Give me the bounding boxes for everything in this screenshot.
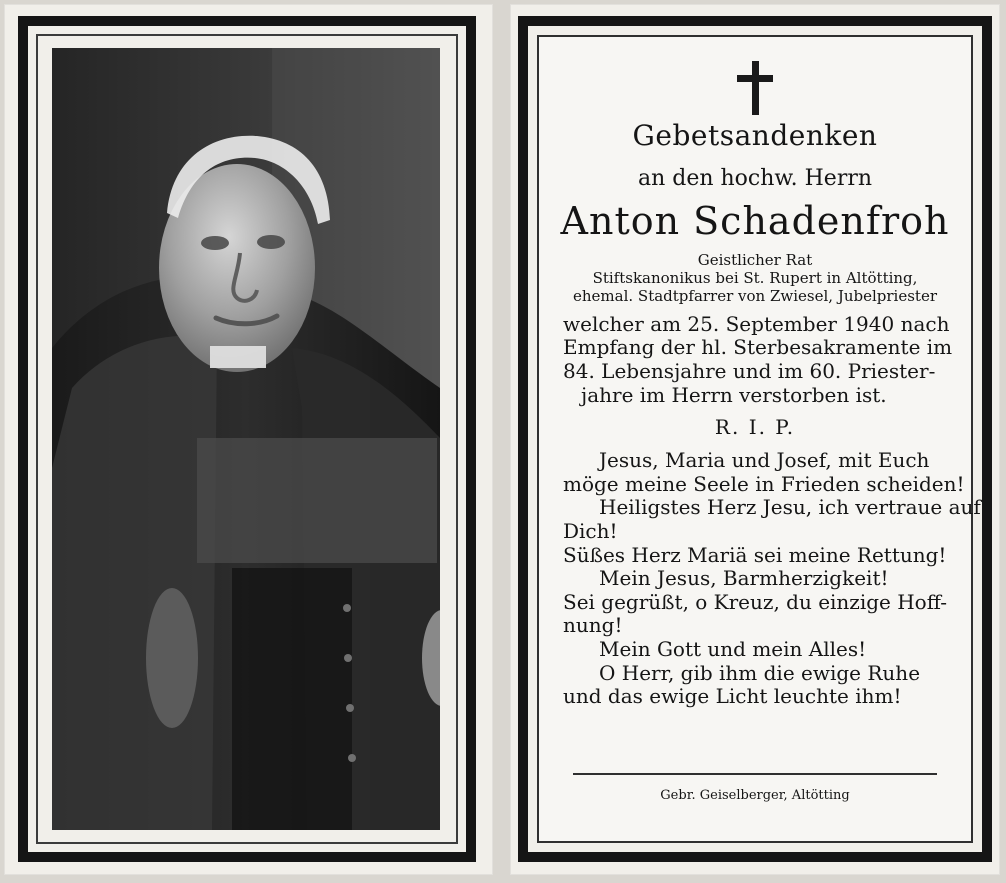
rip-text: R. I. P. (714, 415, 796, 440)
obituary-line: jahre im Herrn verstorben ist. (581, 382, 887, 407)
role-line: Stiftskanonikus bei St. Rupert in Altötting, (592, 268, 918, 287)
right-inner-panel (537, 35, 981, 843)
right-card (510, 4, 1000, 875)
prayer-line: Sei gegrüßt, o Kreuz, du einzige Hoff- (563, 589, 947, 614)
prayer-line: nung! (563, 613, 623, 638)
portrait-illustration (52, 48, 440, 830)
right-frame (518, 16, 992, 862)
portrait-photo (52, 48, 440, 830)
prayer-line: Dich! (563, 519, 618, 544)
prayer-line: O Herr, gib ihm die ewige Ruhe (599, 660, 921, 685)
cross-icon (734, 61, 776, 115)
card-subtitle: an den hochw. Herrn (637, 165, 873, 191)
footer-divider (573, 773, 937, 775)
obituary-line: Empfang der hl. Sterbesakramente im (563, 335, 953, 360)
printer-footer: Gebr. Geiselberger, Altötting (660, 788, 850, 803)
prayer-line: Mein Jesus, Barmherzigkeit! (599, 566, 889, 591)
prayer-line: Jesus, Maria und Josef, mit Euch (599, 448, 930, 473)
prayer-text (555, 448, 981, 709)
obituary-line: 84. Lebensjahre und im 60. Priester- (563, 359, 936, 384)
prayer-line: möge meine Seele in Frieden scheiden! (563, 471, 965, 496)
obituary-line: welcher am 25. September 1940 nach (563, 311, 950, 336)
roles-block (555, 251, 955, 305)
prayer-line: und das ewige Licht leuchte ihm! (563, 684, 902, 709)
left-frame (18, 16, 476, 862)
left-card (4, 4, 493, 875)
role-line: Geistlicher Rat (697, 250, 813, 269)
obituary-text (555, 313, 955, 407)
prayer-line: Mein Gott und mein Alles! (599, 637, 867, 662)
deceased-name: Anton Schadenfroh (560, 199, 950, 244)
prayer-line: Heiligstes Herz Jesu, ich vertraue auf (599, 495, 981, 520)
card-title: Gebetsandenken (632, 119, 878, 152)
prayer-line: Süßes Herz Mariä sei meine Rettung! (563, 542, 947, 567)
memorial-content (539, 37, 981, 841)
role-line: ehemal. Stadtpfarrer von Zwiesel, Jubelpriester (573, 286, 937, 305)
